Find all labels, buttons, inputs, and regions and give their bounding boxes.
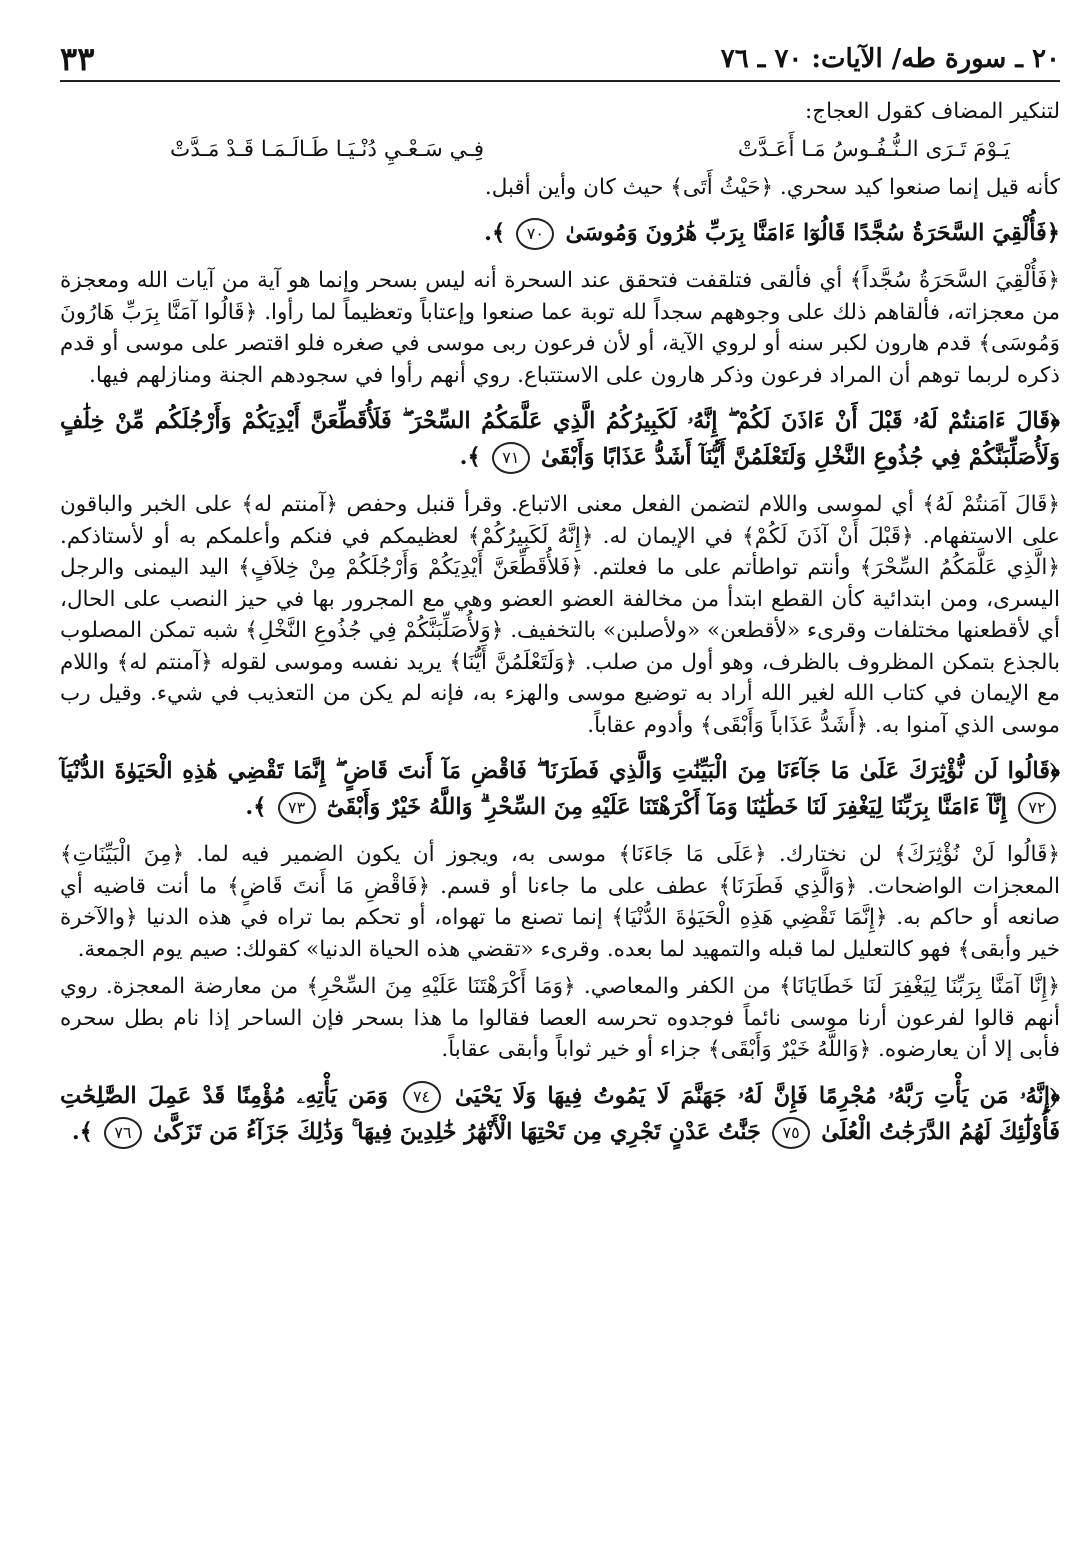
commentary-paragraph-5: ﴿إِنَّا آمَنَّا بِرَبِّنَا لِيَغْفِرَ لَنَا خَطَايَانَا﴾ من الكفر والمعاصي. ﴿وَمَا أَكْرَهْتَنَا عَلَيْهِ مِنَ السِّحْرِ﴾ من معارضة المعجزة. روي أنهم قالوا لفرعون أرنا موسى نائماً فوجدوه تحرسه العصا فقالوا ما هذا بسحر فإن الساحر إذا نام بطل سحره فأبى إلا أن يعارضوه. ﴿وَاللَّهُ خَيْرٌ وَأَبْقَى﴾ جزاء أو خير ثواباً وأبقى عقاباً. <box>60 974 1060 1062</box>
verse-number-70: ٧٠ <box>516 218 554 250</box>
commentary-paragraph-2: ﴿فَأُلْقِيَ السَّحَرَةُ سُجَّداً﴾ أي فألقى فتلقفت فتحقق عند السحرة أنه ليس بسحر وإنما هو آية من آيات الله ومعجزة من معجزاته، فألقاهم ذلك على وجوههم سجداً لله توبة عما صنعوا وإعتاباً وتعظيماً لما رأوا. ﴿قَالُوا آمَنَّا بِرَبِّ هَارُونَ وَمُوسَى﴾ قدم هارون لكبر سنه أو لروي الآية، أو لأن فرعون ربى موسى في صغره فلو اقتصر على موسى أو قدم ذكره لربما توهم أن المراد فرعون وذكر هارون على الاستتباع. روي أنهم رأوا في سجودهم الجنة ومنازلهم فيها. <box>60 268 1060 388</box>
verse-number-71: ٧١ <box>492 442 530 474</box>
commentary-paragraph-1: كأنه قيل إنما صنعوا كيد سحري. ﴿حَيْثُ أَتَى﴾ حيث كان وأين أقبل. <box>484 174 1060 200</box>
verse-number-76: ٧٦ <box>104 1117 142 1149</box>
poem-hemistich-2: فِـي سَـعْـيِ دُنْـيَـا طَـالَـمَـا قَـدْ مَـدَّتْ <box>170 136 485 162</box>
poem-hemistich-1: يَـوْمَ تَـرَى الـنُّـفُـوسُ مَـا أَعَـدَّتْ <box>737 136 1010 162</box>
verse-number-75: ٧٥ <box>772 1117 810 1149</box>
verse-73-text: إِنَّآ ءَامَنَّا بِرَبِّنَا لِيَغْفِرَ لَنَا خَطَٰيَٰنَا وَمَآ أَكْرَهْتَنَا عَلَيْهِ مِنَ السِّحْرِ ۗ وَاللَّهُ خَيْرٌ وَأَبْقَىٰٓ <box>326 794 1007 820</box>
page-number: ٣٣ <box>60 40 95 78</box>
running-title: ٢٠ ـ سورة طه/ الآيات: ٧٠ ـ ٧٦ <box>720 44 1060 74</box>
verse-75-text: وَمَن يَأْتِهِۦ مُؤْمِنًا قَدْ عَمِلَ الصَّٰلِحَٰتِ فَأُوْلَٰٓئِكَ لَهُمُ الدَّرَجَٰتُ الْعُلَىٰ <box>60 1082 1060 1145</box>
verse-72-text: ﴿قَالُوا لَن نُّؤْثِرَكَ عَلَىٰ مَا جَآءَنَا مِنَ الْبَيِّنَٰتِ وَالَّذِي فَطَرَنَا ۖ فَاقْضِ مَآ أَنتَ قَاضٍ ۖ إِنَّمَا تَقْضِي هَٰذِهِ الْحَيَوٰةَ الدُّنْيَآ <box>60 758 1060 784</box>
verse-76-text: جَنَّٰتُ عَدْنٍ تَجْرِي مِن تَحْتِهَا الْأَنْهَٰرُ خَٰلِدِينَ فِيهَا ۚ وَذَٰلِكَ جَزَآءُ مَن تَزَكَّىٰ <box>153 1118 761 1145</box>
commentary-paragraph-4: ﴿قَالُوا لَنْ نُؤْثِرَكَ﴾ لن نختارك. ﴿عَلَى مَا جَاءَنَا﴾ موسى به، ويجوز أن يكون الضمير فيه لما. ﴿مِنَ الْبَيِّنَاتِ﴾ المعجزات الواضحات. ﴿وَالَّذِي فَطَرَنَا﴾ عطف على ما جاءنا أو قسم. ﴿فَاقْضِ مَا أَنتَ قَاضٍ﴾ ما أنت قاضيه أي صانعه أو حاكم به. ﴿إِنَّمَا تَقْضِي هَذِهِ الْحَيَوٰةَ الدُّنْيَا﴾ إنما تصنع ما تهواه، أو تحكم بما تراه في هذه الدنيا ﴿والآخرة خير وأبقى﴾ فهو كالتعليل لما قبله والتمهيد لما بعده. وقرىء «تقضي هذه الحياة الدنيا» كقولك: صيم يوم الجمعة. <box>60 842 1060 962</box>
verse-71-block <box>60 403 1060 475</box>
commentary-paragraph-3: ﴿قَالَ آمَنتُمْ لَهُ﴾ أي لموسى واللام لتضمن الفعل معنى الاتباع. وقرأ قنبل وحفص ﴿آمنتم له﴾ على الخبر والباقون على الاستفهام. ﴿قَبْلَ أَنْ آذَنَ لَكُمْ﴾ في الإيمان له. ﴿إِنَّهُ لَكَبِيرُكُمْ﴾ لعظيمكم في فنكم وأعلمكم به أو لأستاذكم. ﴿الَّذِي عَلَّمَكُمُ السِّحْرَ﴾ وأنتم تواطأتم على ما فعلتم. ﴿فَلأُقَطِّعَنَّ أَيْدِيَكُمْ وَأَرْجُلَكُمْ مِنْ خِلاَفٍ﴾ اليد اليمنى والرجل اليسرى، ومن ابتدائية كأن القطع ابتدأ من مخالفة العضو العضو وهي مع المجرور بها في حيز النصب على الحال، أي لأقطعنها مختلفات وقرىء «لأقطعن» «ولأصلبن» بالتخفيف. ﴿وَلأُصَلِّبَنَّكُمْ فِي جُذُوعِ النَّخْلِ﴾ شبه تمكن المصلوب بالجذع بتمكن المظروف بالظرف، وهو أول من صلب. ﴿وَلَتَعْلَمُنَّ أَيُّنَا﴾ يريد نفسه وموسى لقوله ﴿آمنتم له﴾ واللام مع الإيمان في كتاب الله لغير الله أراد به توضيع موسى والهزء به، فإنه لم يكن من التعذيب في شيء. وقيل رب موسى الذي آمنوا به. ﴿أَشَدُّ عَذَاباً وَأَبْقَى﴾ وأدوم عقاباً. <box>60 492 1061 738</box>
verse-number-74: ٧٤ <box>403 1081 441 1113</box>
verse-73-close: ﴾. <box>245 794 267 820</box>
verse-74-text: ﴿إِنَّهُۥ مَن يَأْتِ رَبَّهُۥ مُجْرِمًا فَإِنَّ لَهُۥ جَهَنَّمَ لَا يَمُوتُ فِيهَا وَلَا يَحْيَىٰ <box>455 1082 1060 1109</box>
verse-76-close: ﴾. <box>71 1118 93 1145</box>
poem-verse <box>60 134 1060 166</box>
page-content <box>60 96 1060 1150</box>
page <box>60 40 1060 1530</box>
verse-71-close: ﴾. <box>459 444 481 470</box>
verse-number-73: ٧٣ <box>278 792 316 824</box>
page-header <box>60 40 1060 82</box>
verse-70-text: ﴿فَأُلْقِيَ السَّحَرَةُ سُجَّدًا قَالُوٓا ءَامَنَّا بِرَبِّ هَٰرُونَ وَمُوسَىٰ <box>565 220 1060 246</box>
verse-70-block <box>60 215 1060 251</box>
verse-number-72: ٧٢ <box>1018 792 1056 824</box>
intro-line: لتنكير المضاف كقول العجاج: <box>805 99 1060 124</box>
verse-70-close: ﴾. <box>484 220 506 246</box>
verse-74-76-block <box>60 1078 1060 1150</box>
verse-71-text: ﴿قَالَ ءَامَنتُمْ لَهُۥ قَبْلَ أَنْ ءَاذَنَ لَكُمْ ۖ إِنَّهُۥ لَكَبِيرُكُمُ الَّذِي عَلَّمَكُمُ السِّحْرَ ۖ فَلَأُقَطِّعَنَّ أَيْدِيَكُمْ وَأَرْجُلَكُم مِّنْ خِلَٰفٍ وَلَأُصَلِّبَنَّكُمْ فِي جُذُوعِ النَّخْلِ وَلَتَعْلَمُنَّ أَيُّنَآ أَشَدُّ عَذَابًا وَأَبْقَىٰ <box>60 408 1060 470</box>
verse-72-73-block <box>60 753 1060 825</box>
